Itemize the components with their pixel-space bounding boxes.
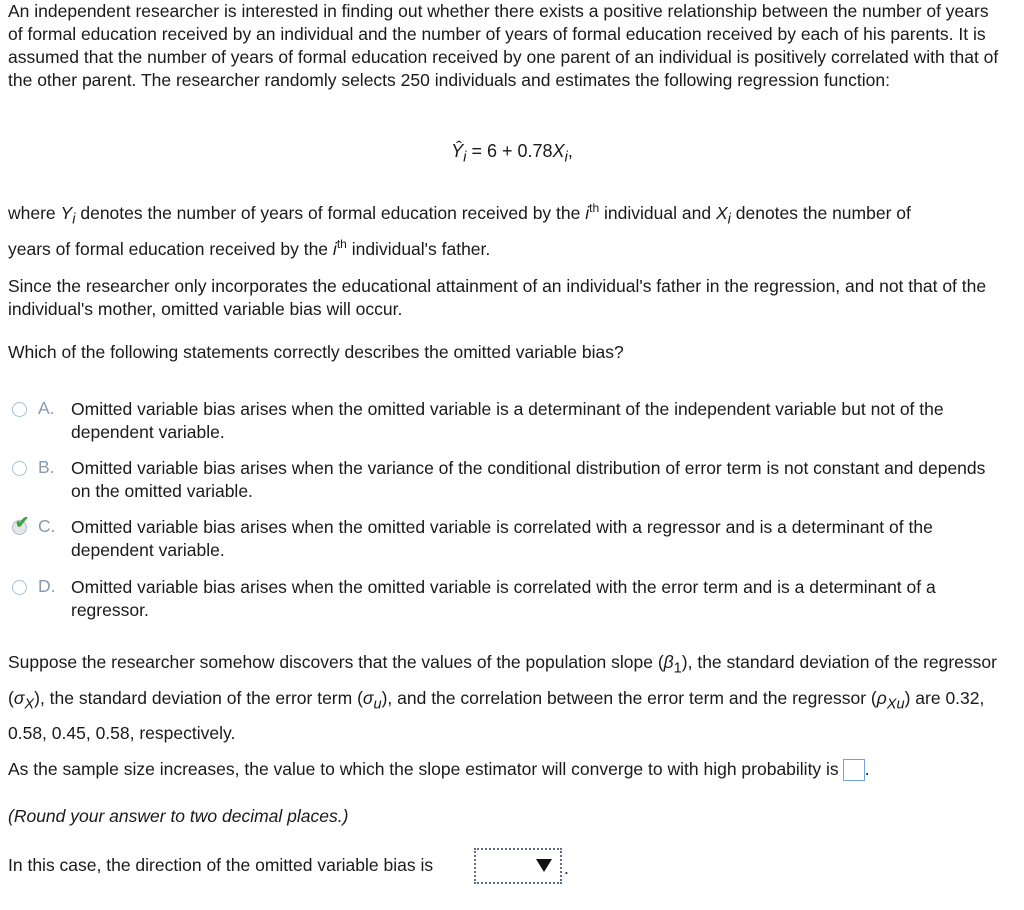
where-line-1: where $Y_i$ denotes the number of years of formal education received by the $i^{th}$ individual and $X_i$ denotes the number of	[8, 201, 911, 228]
radio-d[interactable]	[12, 580, 27, 595]
radio-a[interactable]	[12, 402, 27, 417]
bias-direction-select[interactable]	[474, 848, 562, 884]
intro-paragraph: An independent researcher is interested in finding out whether there exists a positive relationship between the number of years of formal education received by an individual and the number of years of formal education received by each of his parents. It is assumed that the number of years of formal education received by one parent of an individual is positively correlated with that of the other parent. The researcher randomly selects 250 individuals and estimates the following regression function:	[8, 1, 999, 90]
round-note: (Round your answer to two decimal places.)	[8, 806, 349, 826]
dropdown-arrow-icon	[536, 859, 552, 872]
converge-line: As the sample size increases, the value to which the slope estimator will converge to with high probability is .	[8, 758, 1008, 781]
suppose-paragraph: Suppose the researcher somehow discovers that the values of the population slope $(\beta_1)$, the standard deviation of the regressor $(\sigma_X)$, the standard deviation of the error term $(\sigma_u)$, and the correlation between the error term and the regressor $(\rho_{Xu})$ are 0.32, 0.58, 0.45, 0.58, respectively.	[8, 652, 997, 743]
radio-b[interactable]	[12, 461, 27, 476]
direction-line: In this case, the direction of the omitted variable bias is	[8, 855, 434, 875]
regression-equation: $Ŷ_i = 6 + 0.78X_i$,	[451, 141, 573, 166]
question-text: Which of the following statements correctly describes the omitted variable bias?	[8, 342, 624, 362]
where-line-2: years of formal education received by the $i^{th}$ individual's father.	[8, 237, 491, 259]
since-paragraph: Since the researcher only incorporates the educational attainment of an individual's father in the regression, and not that of the individual's mother, omitted variable bias will occur.	[8, 276, 987, 319]
slope-answer-input[interactable]	[843, 759, 865, 781]
checkmark-icon: ✔	[15, 513, 30, 532]
